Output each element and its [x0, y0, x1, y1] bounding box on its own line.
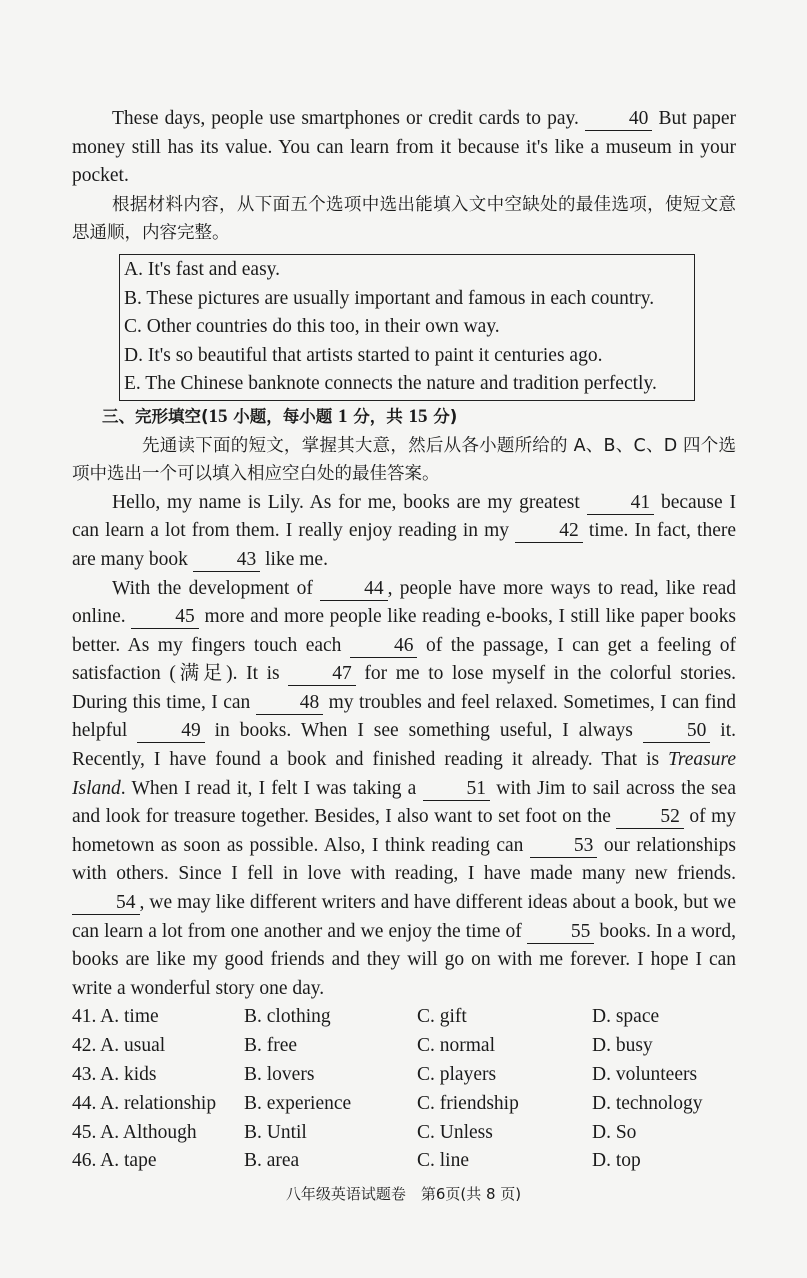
title-part: 三、完形填空(	[102, 406, 209, 426]
question-42	[72, 1032, 736, 1061]
passage-paragraph-2	[72, 575, 736, 1004]
choice-b: B. experience	[244, 1092, 352, 1114]
choice-b: B. lovers	[244, 1064, 315, 1085]
choice-d: D. top	[592, 1150, 641, 1172]
choice-d: D. busy	[592, 1035, 653, 1057]
text-segment: books. In a word, books are like my good friends and they will go on with me forever. I hope I can write a wonderful story one day.	[72, 920, 737, 999]
choice-c: C. Unless	[417, 1121, 493, 1143]
options-box	[119, 254, 695, 401]
text-segment: Hello, my name is Lily. As for me, books are my greatest	[112, 491, 580, 513]
text-segment: With the development of	[112, 577, 313, 599]
section-direction: 先通读下面的短文，掌握其大意，然后从各小题所给的 A、B、C、D 四个选项中选出一个可以填入相应空白处的最佳答案。	[72, 435, 736, 485]
choice-d: D. technology	[592, 1092, 703, 1114]
option-d: D. It's so beautiful that artists started to paint it centuries ago.	[124, 344, 603, 366]
choice-b: B. area	[244, 1150, 300, 1172]
text-segment: of the passage, I can get a feeling of satisfaction (满足). It is	[72, 634, 737, 685]
blank-48: 48	[256, 692, 324, 715]
choice-c: C. friendship	[417, 1092, 519, 1114]
text-segment: more and more people like reading e-books, I still like paper books better. As my fingers touch each	[72, 606, 737, 656]
section-title	[102, 403, 736, 432]
choice-c: C. players	[417, 1064, 497, 1085]
blank-55: 55	[527, 921, 595, 944]
question-43	[72, 1061, 736, 1090]
blank-45: 45	[131, 606, 199, 629]
exam-page	[72, 105, 736, 1176]
blank-49: 49	[137, 720, 205, 743]
title-part: 分)	[427, 406, 458, 426]
option-b: B. These pictures are usually important and famous in each country.	[124, 287, 655, 309]
page-footer: 八年级英语试题卷 第6页(共 8 页)	[285, 1185, 522, 1203]
choice-c: C. gift	[417, 1006, 467, 1028]
text-segment: our relationships with others. Since I fell in love with reading, I have made many new friends.	[72, 834, 737, 885]
blank-42: 42	[515, 520, 583, 543]
option-c: C. Other countries do this too, in their own way.	[124, 316, 500, 338]
choice-b: B. free	[244, 1035, 298, 1057]
choice-b: B. Until	[244, 1121, 307, 1143]
book-title: Treasure Island	[72, 749, 737, 799]
blank-54: 54	[72, 892, 140, 915]
text-segment: because I can learn a lot from them. I really enjoy reading in my	[72, 491, 737, 542]
text-segment: of my hometown as soon as possible. Also, I think reading can	[72, 806, 737, 856]
choice-c: C. line	[417, 1150, 469, 1172]
text-segment: like me.	[265, 548, 328, 570]
text-segment: , we may like different writers and have different ideas about a book, but we can learn a lot from one another and we enjoy the time of	[72, 892, 736, 942]
choice-d: D. So	[592, 1121, 637, 1143]
blank-50: 50	[643, 720, 711, 743]
choice-a: 43. A. kids	[72, 1064, 157, 1085]
text-segment: it. Recently, I have found a book and finished reading it already. That is	[72, 720, 737, 771]
choice-a: 42. A. usual	[72, 1035, 166, 1057]
choice-a: 44. A. relationship	[72, 1092, 217, 1114]
title-part: 分，共	[347, 406, 409, 426]
text-segment: with Jim to sail across the sea and look for treasure together. Besides, I also want to set foot on the	[72, 777, 736, 828]
text-segment: But paper money still has its value. You can learn from it because it's like a museum in your pocket.	[72, 108, 737, 187]
blank-40: 40	[585, 108, 653, 131]
choice-c: C. normal	[417, 1035, 495, 1057]
blank-41: 41	[587, 492, 655, 515]
choice-a: 46. A. tape	[72, 1150, 157, 1172]
title-num: 1	[338, 405, 348, 427]
question-46	[72, 1147, 736, 1176]
text-segment: time. In fact, there are many book	[72, 520, 736, 570]
answer-choices	[72, 1003, 736, 1176]
text-segment: . When I read it, I felt I was taking a	[120, 777, 417, 799]
text-segment: in books. When I see something useful, I always	[214, 720, 633, 742]
blank-47: 47	[288, 663, 356, 686]
title-num: 15	[208, 405, 228, 427]
top-paragraph	[72, 105, 736, 191]
choice-a: 41. A. time	[72, 1006, 159, 1028]
choice-b: B. clothing	[244, 1006, 331, 1028]
text-segment: for me to lose myself in the colorful stories. During this time, I can	[72, 663, 737, 713]
instruction: 根据材料内容，从下面五个选项中选出能填入文中空缺处的最佳选项，使短文意思通顺，内容完整。	[72, 194, 736, 244]
blank-43: 43	[193, 549, 261, 572]
option-e: E. The Chinese banknote connects the nature and tradition perfectly.	[124, 373, 657, 395]
title-part: 小题，每小题	[227, 406, 339, 426]
passage-paragraph-1	[72, 489, 736, 575]
text-segment: These days, people use smartphones or credit cards to pay.	[112, 108, 579, 129]
text-segment: my troubles and feel relaxed. Sometimes, I can find helpful	[72, 691, 737, 742]
question-45	[72, 1119, 736, 1148]
blank-53: 53	[530, 835, 598, 858]
choice-a: 45. A. Although	[72, 1121, 197, 1143]
question-44	[72, 1090, 736, 1119]
blank-51: 51	[423, 778, 491, 801]
option-a: A. It's fast and easy.	[124, 258, 281, 280]
question-41	[72, 1003, 736, 1032]
text-segment: , people have more ways to read, like read online.	[72, 577, 737, 628]
blank-46: 46	[350, 635, 418, 658]
title-num: 15	[408, 405, 428, 427]
blank-52: 52	[616, 806, 684, 829]
choice-d: D. space	[592, 1006, 660, 1028]
choice-d: D. volunteers	[592, 1064, 698, 1085]
blank-44: 44	[320, 578, 388, 601]
